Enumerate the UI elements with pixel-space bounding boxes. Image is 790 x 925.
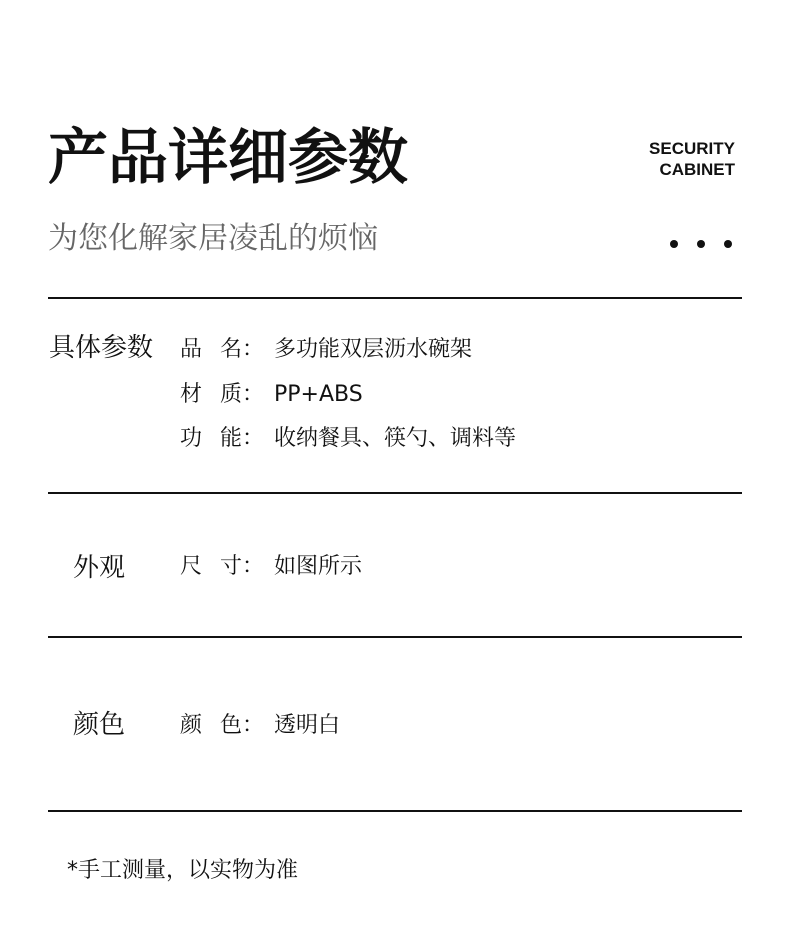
- section-label-appearance: 外观: [73, 553, 126, 583]
- spec-key: [180, 380, 274, 410]
- divider: [48, 492, 742, 494]
- spec-key-char: 色：: [220, 713, 265, 738]
- spec-value: 收纳餐具、筷勺、调料等: [274, 426, 517, 451]
- spec-key-char: 质：: [220, 382, 265, 407]
- divider: [48, 636, 742, 638]
- spec-key-char: 寸：: [220, 554, 265, 579]
- spec-key-char: 能：: [220, 426, 265, 451]
- page-subtitle: 为您化解家居凌乱的烦恼: [48, 221, 378, 256]
- spec-row: [180, 424, 516, 454]
- spec-key: [180, 335, 274, 365]
- spec-row: [180, 335, 472, 365]
- spec-key: [180, 552, 274, 582]
- spec-key: [180, 711, 274, 741]
- spec-value: PP+ABS: [274, 382, 363, 407]
- spec-key-char: 材: [180, 382, 203, 407]
- brand-mark: [649, 138, 735, 180]
- spec-key-char: 功: [180, 426, 203, 451]
- dot-icon: [670, 240, 678, 248]
- spec-value: 多功能双层沥水碗架: [274, 337, 473, 362]
- footnote: *手工测量，以实物为准: [67, 858, 299, 883]
- spec-key-char: 颜: [180, 713, 203, 738]
- spec-value: 如图所示: [274, 554, 363, 579]
- divider: [48, 297, 742, 299]
- spec-key: [180, 424, 274, 454]
- divider: [48, 810, 742, 812]
- section-label-color: 颜色: [73, 710, 126, 740]
- page-title: 产品详细参数: [48, 123, 408, 193]
- dot-icon: [724, 240, 732, 248]
- spec-key-char: 品: [180, 337, 203, 362]
- brand-line-2: CABINET: [659, 160, 735, 179]
- spec-row: [180, 711, 340, 741]
- brand-line-1: SECURITY: [649, 139, 735, 158]
- dot-icon: [697, 240, 705, 248]
- spec-row: [180, 552, 362, 582]
- spec-row: [180, 380, 363, 410]
- ellipsis-icon: [670, 240, 732, 248]
- spec-key-char: 名：: [220, 337, 265, 362]
- spec-value: 透明白: [274, 713, 341, 738]
- spec-key-char: 尺: [180, 554, 203, 579]
- section-label-specs: 具体参数: [49, 333, 154, 363]
